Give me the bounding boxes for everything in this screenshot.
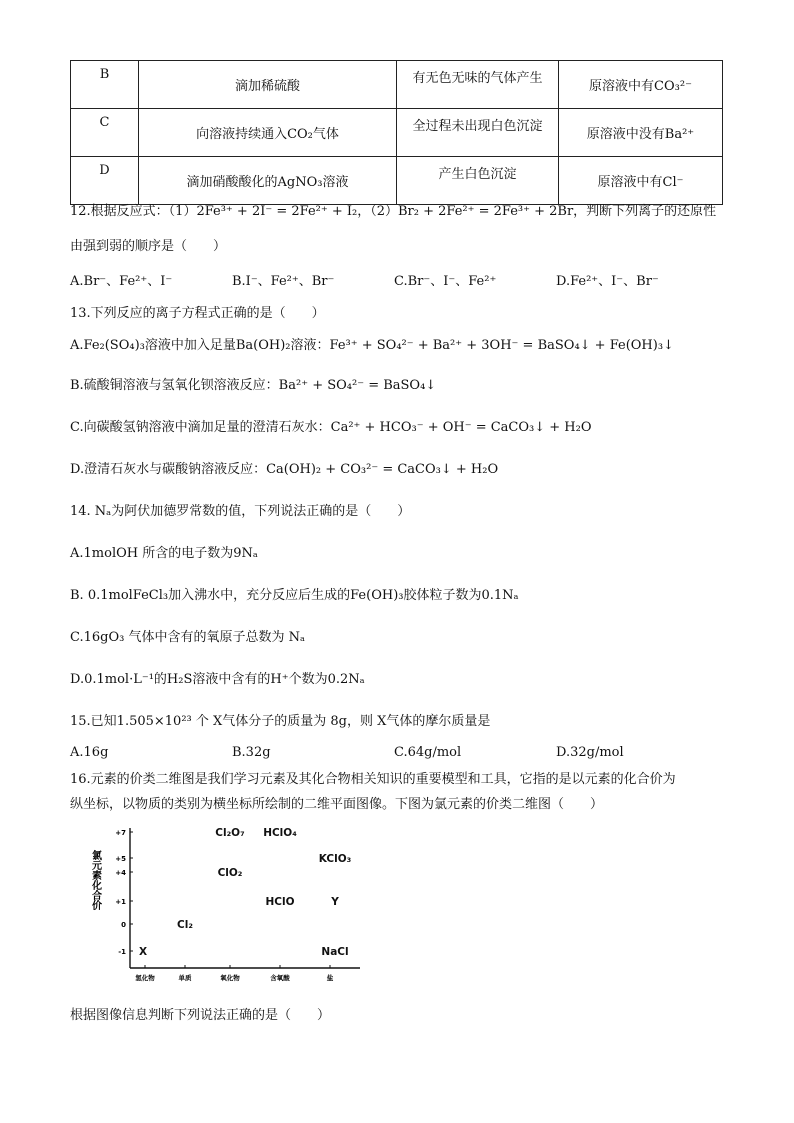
q13-option-d: D.澄清石灰水与碳酸钠溶液反应：Ca(OH)₂ + CO₃²⁻ = CaCO₃↓ + H₂O [70,462,499,477]
data-point-label: KClO₃ [318,853,352,865]
q12-option-a: A.Br⁻、Fe²⁺、I⁻ [70,274,173,289]
data-point-label: HClO [265,896,295,908]
row-operation: 向溶液持续通入CO₂气体 [139,109,397,157]
row-phenomenon: 产生白色沉淀 [397,157,559,205]
q13-option-b: B.硫酸铜溶液与氢氧化钡溶液反应：Ba²⁺ + SO₄²⁻ = BaSO₄↓ [70,378,437,393]
q13-option-c: C.向碳酸氢钠溶液中滴加足量的澄清石灰水：Ca²⁺ + HCO₃⁻ + OH⁻ = CaCO₃↓ + H₂O [70,420,592,435]
q14-option-d: D.0.1mol·L⁻¹的H₂S溶液中含有的H⁺个数为0.2Nₐ [70,672,365,687]
table-row [71,61,723,109]
row-conclusion: 原溶液中有CO₃²⁻ [559,61,723,109]
row-label: D [71,157,139,205]
q12-option-b: B.I⁻、Fe²⁺、Br⁻ [232,274,335,289]
row-phenomenon: 有无色无味的气体产生 [397,61,559,109]
q12-option-d: D.Fe²⁺、I⁻、Br⁻ [556,274,659,289]
data-point-label: ClO₂ [217,867,243,879]
options-table [70,60,723,205]
row-conclusion: 原溶液中有Cl⁻ [559,157,723,205]
table-row [71,157,723,205]
row-label: B [71,61,139,109]
q13-stem: 13.下列反应的离子方程式正确的是（ ） [70,306,325,321]
x-tick-label: 单质 [178,974,192,982]
q16-after-chart: 根据图像信息判断下列说法正确的是（ ） [70,1008,331,1023]
y-axis-label: 氯元素化合价 [89,850,101,910]
q15-option-a: A.16g [70,745,109,760]
y-tick-label: 0 [121,921,126,929]
q12-option-c: C.Br⁻、I⁻、Fe²⁺ [394,274,497,289]
y-tick-label: +1 [115,898,126,906]
row-operation: 滴加硝酸酸化的AgNO₃溶液 [139,157,397,205]
q15-option-c: C.64g/mol [394,745,462,760]
q15-stem: 15.已知1.505×10²³ 个 X气体分子的质量为 8g，则 X气体的摩尔质量是 [70,714,491,729]
row-label: C [71,109,139,157]
data-point-label: NaCl [321,946,349,958]
y-tick-label: -1 [118,948,126,956]
data-point-label: X [138,946,148,958]
q12-stem-line2: 由强到弱的顺序是（ ） [70,239,227,254]
q16-stem-line2: 纵坐标，以物质的类别为横坐标所绘制的二维平面图像。下图为氯元素的价类二维图（ ） [70,797,604,812]
q14-option-a: A.1molOH 所含的电子数为9Nₐ [70,546,258,561]
q16-stem-line1: 16.元素的价类二维图是我们学习元素及其化合物相关知识的重要模型和工具，它指的是以元素的化合价为 [70,772,676,787]
q13-option-a: A.Fe₂(SO₄)₃溶液中加入足量Ba(OH)₂溶液：Fe³⁺ + SO₄²⁻ + Ba²⁺ + 3OH⁻ = BaSO₄↓ + Fe(OH)₃↓ [70,338,674,353]
x-tick-label: 含氧酸 [270,974,290,982]
q14-option-c: C.16gO₃ 气体中含有的氧原子总数为 Nₐ [70,630,306,645]
q14-option-b: B. 0.1molFeCl₃加入沸水中，充分反应后生成的Fe(OH)₃胶体粒子数为0.1Nₐ [70,588,519,603]
x-tick-label: 氧化物 [220,974,240,982]
data-point-label: HClO₄ [263,827,297,839]
y-tick-label: +7 [115,829,126,837]
data-point-label: Y [331,896,339,908]
y-tick-label: +4 [115,869,126,877]
x-tick-label: 氢化物 [135,974,155,982]
row-operation: 滴加稀硫酸 [139,61,397,109]
row-conclusion: 原溶液中没有Ba²⁺ [559,109,723,157]
q15-option-d: D.32g/mol [556,745,624,760]
data-point-label: Cl₂O₇ [215,827,245,839]
q14-stem: 14. Nₐ为阿伏加德罗常数的值，下列说法正确的是（ ） [70,504,411,519]
y-tick-label: +5 [115,855,126,863]
data-point-label: Cl₂ [177,919,193,931]
q12-stem-line1: 12.根据反应式：（1）2Fe³⁺ + 2I⁻ = 2Fe²⁺ + I₂，（2）Br₂ + 2Fe²⁺ = 2Fe³⁺ + 2Br，判断下列离子的还原性 [70,204,717,219]
x-tick-label: 盐 [326,974,334,982]
q15-option-b: B.32g [232,745,271,760]
row-phenomenon: 全过程未出现白色沉淀 [397,109,559,157]
table-row [71,109,723,157]
chlorine-valence-chart [85,820,365,990]
